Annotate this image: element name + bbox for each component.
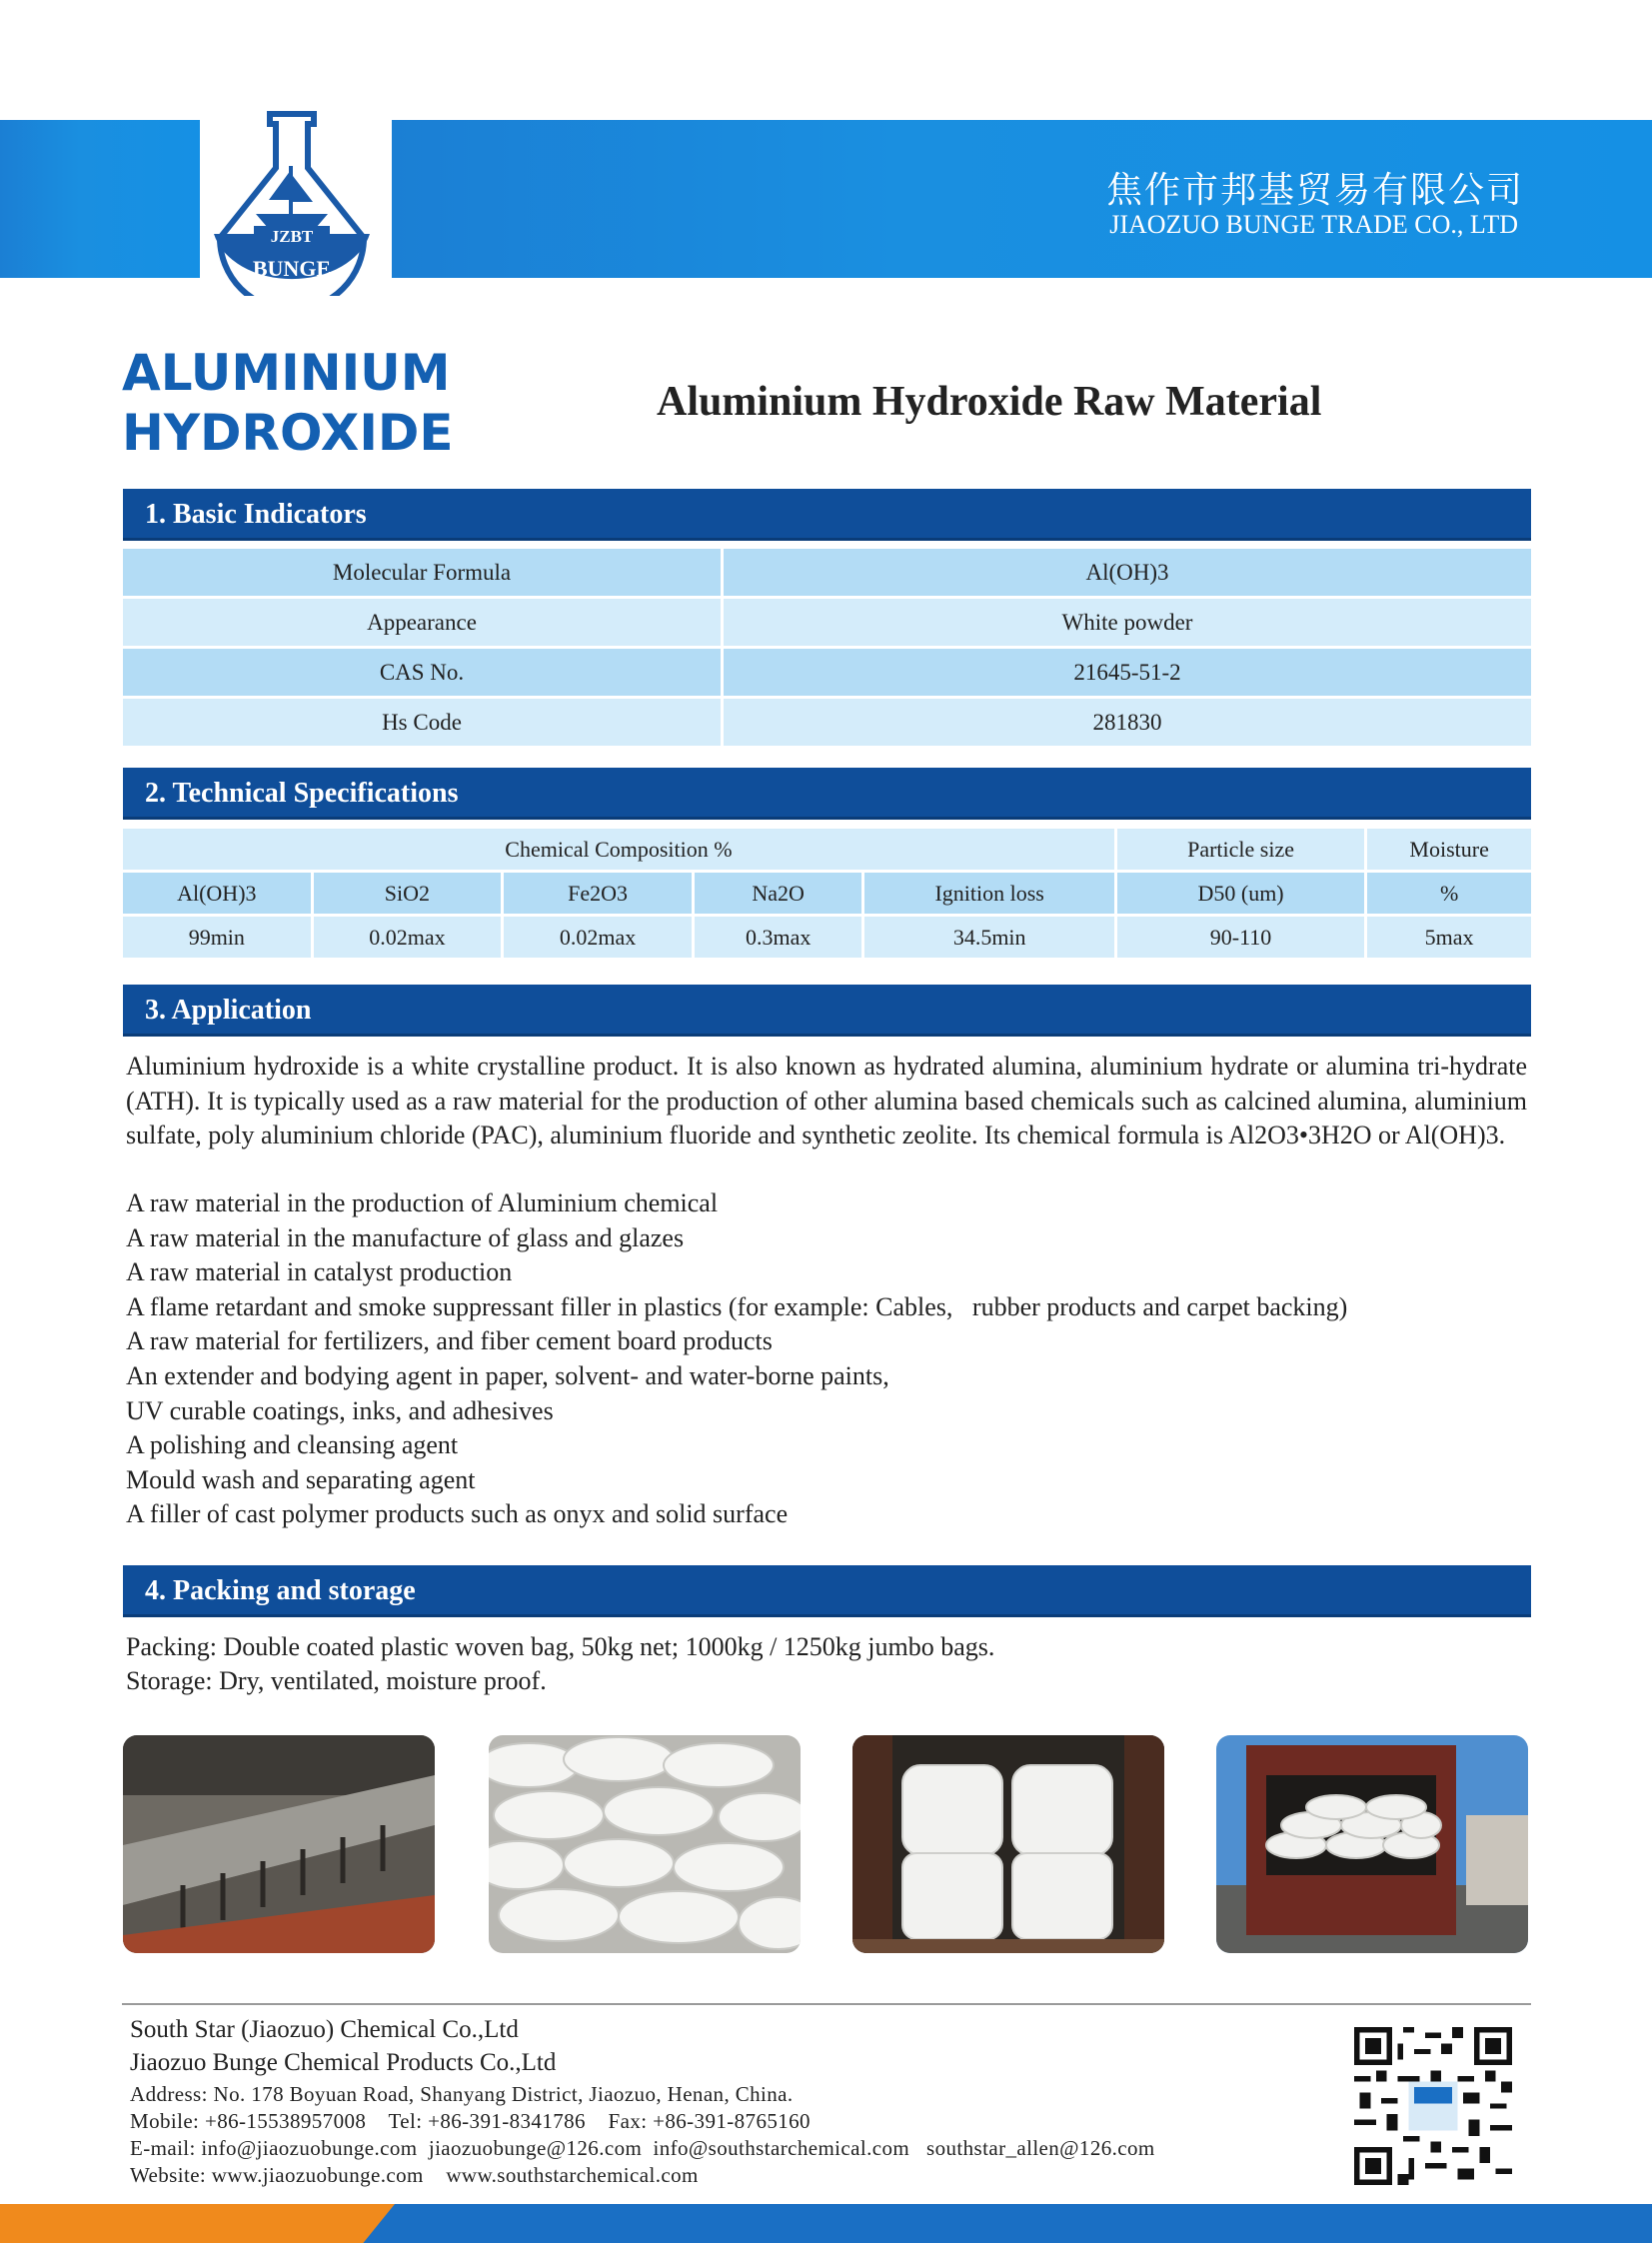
indicator-value: Al(OH)3	[724, 549, 1531, 596]
spec-header: Fe2O3	[504, 873, 692, 914]
spec-value: 90-110	[1117, 917, 1364, 958]
container-loading-photo	[1216, 1735, 1528, 1953]
indicator-label: Molecular Formula	[123, 549, 721, 596]
application-item: UV curable coatings, inks, and adhesives	[126, 1395, 554, 1425]
factory-photo	[123, 1735, 435, 1953]
company-logo	[196, 106, 388, 296]
application-item: A raw material in the manufacture of glass and glazes	[126, 1222, 685, 1252]
footer-divider	[122, 2003, 1531, 2005]
section-header-application: 3. Application	[123, 985, 1531, 1037]
company-name-cn: 焦作市邦基贸易有限公司	[1105, 170, 1524, 211]
footer-accent	[0, 2204, 395, 2243]
spec-value: 99min	[123, 917, 311, 958]
packing-line: Packing: Double coated plastic woven bag, 50kg net; 1000kg / 1250kg jumbo bags.	[126, 1632, 995, 1661]
indicator-label: Hs Code	[123, 699, 721, 746]
spec-header: %	[1367, 873, 1531, 914]
company-name-en: JIAOZUO BUNGE TRADE CO., LTD	[1109, 210, 1518, 239]
spec-value: 0.3max	[695, 917, 862, 958]
indicator-label: CAS No.	[123, 649, 721, 696]
application-item: A polishing and cleansing agent	[126, 1430, 459, 1460]
product-title	[122, 343, 454, 463]
section-header-packing: 4. Packing and storage	[123, 1565, 1531, 1617]
application-paragraph: Aluminium hydroxide is a white crystalline product. It is also known as hydrated alumina, aluminium hydrate or alumina tri-hydrate (ATH). It is typically used as a raw material for the production of other alumina based chemicals such as calcined alumina, aluminium sulfate, poly aluminium chloride (PAC), aluminium fluoride and synthetic zeolite. Its chemical formula is Al2O3•3H2O or Al(OH)3.	[126, 1052, 1527, 1150]
application-item: A raw material in the production of Aluminium chemical	[126, 1188, 719, 1217]
document-title: Aluminium Hydroxide Raw Material	[657, 379, 1322, 425]
footer-emails: E-mail: info@jiaozuobunge.com jiaozuobunge@126.com info@southstarchemical.com southstar_allen@126.com	[130, 2136, 1155, 2160]
basic-indicators-table	[120, 546, 1534, 749]
header-band-left	[0, 120, 200, 278]
footer-websites: Website: www.jiaozuobunge.com www.southstarchemical.com	[130, 2163, 699, 2187]
indicator-value: 21645-51-2	[724, 649, 1531, 696]
application-item: A filler of cast polymer products such as onyx and solid surface	[126, 1499, 789, 1529]
spec-value: 0.02max	[504, 917, 692, 958]
indicator-row	[123, 699, 1531, 746]
product-title-line2: HYDROXIDE	[122, 404, 454, 462]
application-item: An extender and bodying agent in paper, solvent- and water-borne paints,	[126, 1361, 889, 1390]
product-title-line1: ALUMINIUM	[122, 344, 451, 402]
group-header-particle: Particle size	[1117, 829, 1364, 870]
footer-address: Address: No. 178 Boyuan Road, Shanyang District, Jiaozuo, Henan, China.	[130, 2082, 794, 2106]
logo-text-top: JZBT	[270, 227, 314, 246]
indicator-row	[123, 649, 1531, 696]
application-item: A flame retardant and smoke suppressant filler in plastics (for example: Cables, rubber products and carpet backing)	[126, 1291, 1348, 1321]
bags-photo	[489, 1735, 801, 1953]
group-header-composition: Chemical Composition %	[123, 829, 1114, 870]
indicator-value: White powder	[724, 599, 1531, 646]
spec-header: D50 (um)	[1117, 873, 1364, 914]
tech-spec-table	[120, 826, 1534, 961]
spec-header: Ignition loss	[864, 873, 1113, 914]
jumbo-bags-photo	[852, 1735, 1164, 1953]
section-header-tech: 2. Technical Specifications	[123, 768, 1531, 820]
indicator-row	[123, 549, 1531, 596]
section-header-basic: 1. Basic Indicators	[123, 489, 1531, 541]
application-item: A raw material in catalyst production	[126, 1257, 513, 1287]
spec-value: 5max	[1367, 917, 1531, 958]
indicator-label: Appearance	[123, 599, 721, 646]
application-item: Mould wash and separating agent	[126, 1464, 476, 1494]
storage-line: Storage: Dry, ventilated, moisture proof.	[126, 1666, 547, 1695]
qr-code	[1354, 2027, 1512, 2185]
indicator-value: 281830	[724, 699, 1531, 746]
indicator-row	[123, 599, 1531, 646]
footer-company-2: Jiaozuo Bunge Chemical Products Co.,Ltd	[130, 2049, 557, 2076]
spec-header: Na2O	[695, 873, 862, 914]
spec-value: 34.5min	[864, 917, 1113, 958]
logo-text-bottom: BUNGE	[252, 256, 332, 281]
footer-phones: Mobile: +86-15538957008 Tel: +86-391-8341786 Fax: +86-391-8765160	[130, 2109, 811, 2133]
footer-company-1: South Star (Jiaozuo) Chemical Co.,Ltd	[130, 2016, 519, 2043]
group-header-moisture: Moisture	[1367, 829, 1531, 870]
spec-value: 0.02max	[314, 917, 502, 958]
spec-header: Al(OH)3	[123, 873, 311, 914]
application-item: A raw material for fertilizers, and fiber cement board products	[126, 1326, 773, 1356]
spec-header: SiO2	[314, 873, 502, 914]
